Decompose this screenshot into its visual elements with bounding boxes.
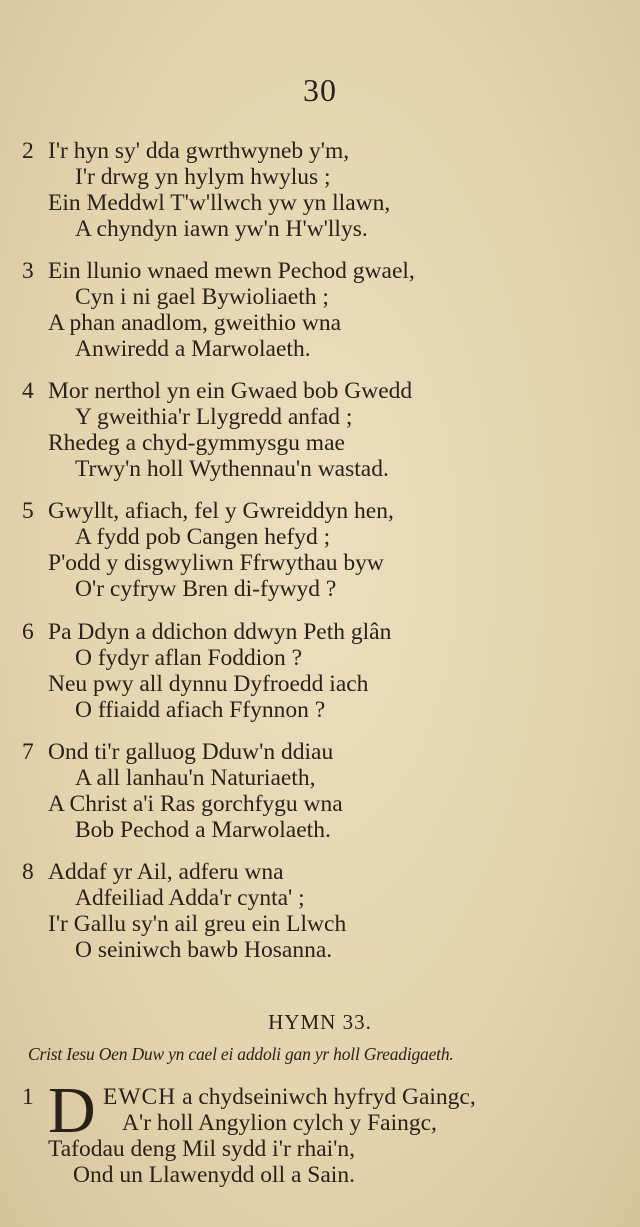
- verse-line: P'odd y disgwyliwn Ffrwythau byw: [48, 550, 384, 576]
- verse-line: I'r drwg yn hylym hwylus ;: [75, 164, 331, 190]
- hymn-line: A'r holl Angylion cylch y Faingc,: [122, 1110, 437, 1136]
- hymn-line: Tafodau deng Mil sydd i'r rhai'n,: [48, 1136, 356, 1162]
- verse-line: O'r cyfryw Bren di-fywyd ?: [75, 576, 337, 602]
- verse-line: Rhedeg a chyd-gymmysgu mae: [48, 430, 345, 456]
- verse-line: I'r Gallu sy'n ail greu ein Llwch: [48, 911, 347, 937]
- verse-line: A all lanhau'n Naturiaeth,: [75, 765, 316, 791]
- verse-number: 8: [22, 859, 34, 885]
- verse-number: 7: [22, 739, 34, 765]
- drop-cap: D: [48, 1074, 96, 1147]
- verse-line: Bob Pechod a Marwolaeth.: [75, 817, 331, 843]
- verse-line: Neu pwy all dynnu Dyfroedd iach: [48, 671, 369, 697]
- verse-number: 4: [22, 378, 34, 404]
- verse-line: Cyn i ni gael Bywioliaeth ;: [75, 284, 329, 310]
- verse-line: Gwyllt, afiach, fel y Gwreiddyn hen,: [48, 498, 394, 524]
- verse-line: Anwiredd a Marwolaeth.: [75, 336, 311, 362]
- first-line-rest: a chydseiniwch hyfryd Gaingc,: [176, 1084, 476, 1110]
- verse-line: O fydyr aflan Foddion ?: [75, 645, 303, 671]
- verse-line: A phan anadlom, gweithio wna: [48, 310, 342, 336]
- verse-line: A Christ a'i Ras gorchfygu wna: [48, 791, 343, 817]
- verse-line: O seiniwch bawb Hosanna.: [75, 937, 333, 963]
- verse-line: I'r hyn sy' dda gwrthwyneb y'm,: [48, 138, 350, 164]
- verse-line: O ffiaidd afiach Ffynnon ?: [75, 697, 326, 723]
- hymn-subtitle: Crist Iesu Oen Duw yn cael ei addoli gan yr holl Greadigaeth.: [28, 1044, 454, 1064]
- verse-number: 5: [22, 498, 34, 524]
- verse-line: Y gweithia'r Llygredd anfad ;: [75, 404, 353, 430]
- verse-line: Ein llunio wnaed mewn Pechod gwael,: [48, 258, 415, 284]
- verse-number: 6: [22, 619, 34, 645]
- verse-line: Adfeiliad Adda'r cynta' ;: [75, 885, 305, 911]
- verse-line: A chyndyn iawn yw'n H'w'llys.: [75, 216, 368, 242]
- verse-line: Addaf yr Ail, adferu wna: [48, 859, 284, 885]
- hymn-heading: HYMN 33.: [268, 1010, 372, 1034]
- hymn-line: [103, 1084, 476, 1110]
- verse-line: Ein Meddwl T'w'llwch yw yn llawn,: [48, 190, 391, 216]
- verse-number: 2: [22, 138, 34, 164]
- first-word-caps: EWCH: [103, 1084, 177, 1110]
- page-number: 30: [303, 72, 337, 108]
- verse-line: Trwy'n holl Wythennau'n wastad.: [75, 456, 389, 482]
- verse-number: 3: [22, 258, 34, 284]
- verse-line: Mor nerthol yn ein Gwaed bob Gwedd: [48, 378, 413, 404]
- verse-line: Pa Ddyn a ddichon ddwyn Peth glân: [48, 619, 392, 645]
- verse-line: A fydd pob Cangen hefyd ;: [75, 524, 331, 550]
- verse-line: Ond ti'r galluog Dduw'n ddiau: [48, 739, 334, 765]
- hymn-line: Ond un Llawenydd oll a Sain.: [73, 1162, 355, 1188]
- hymn-verse-number: 1: [22, 1084, 34, 1110]
